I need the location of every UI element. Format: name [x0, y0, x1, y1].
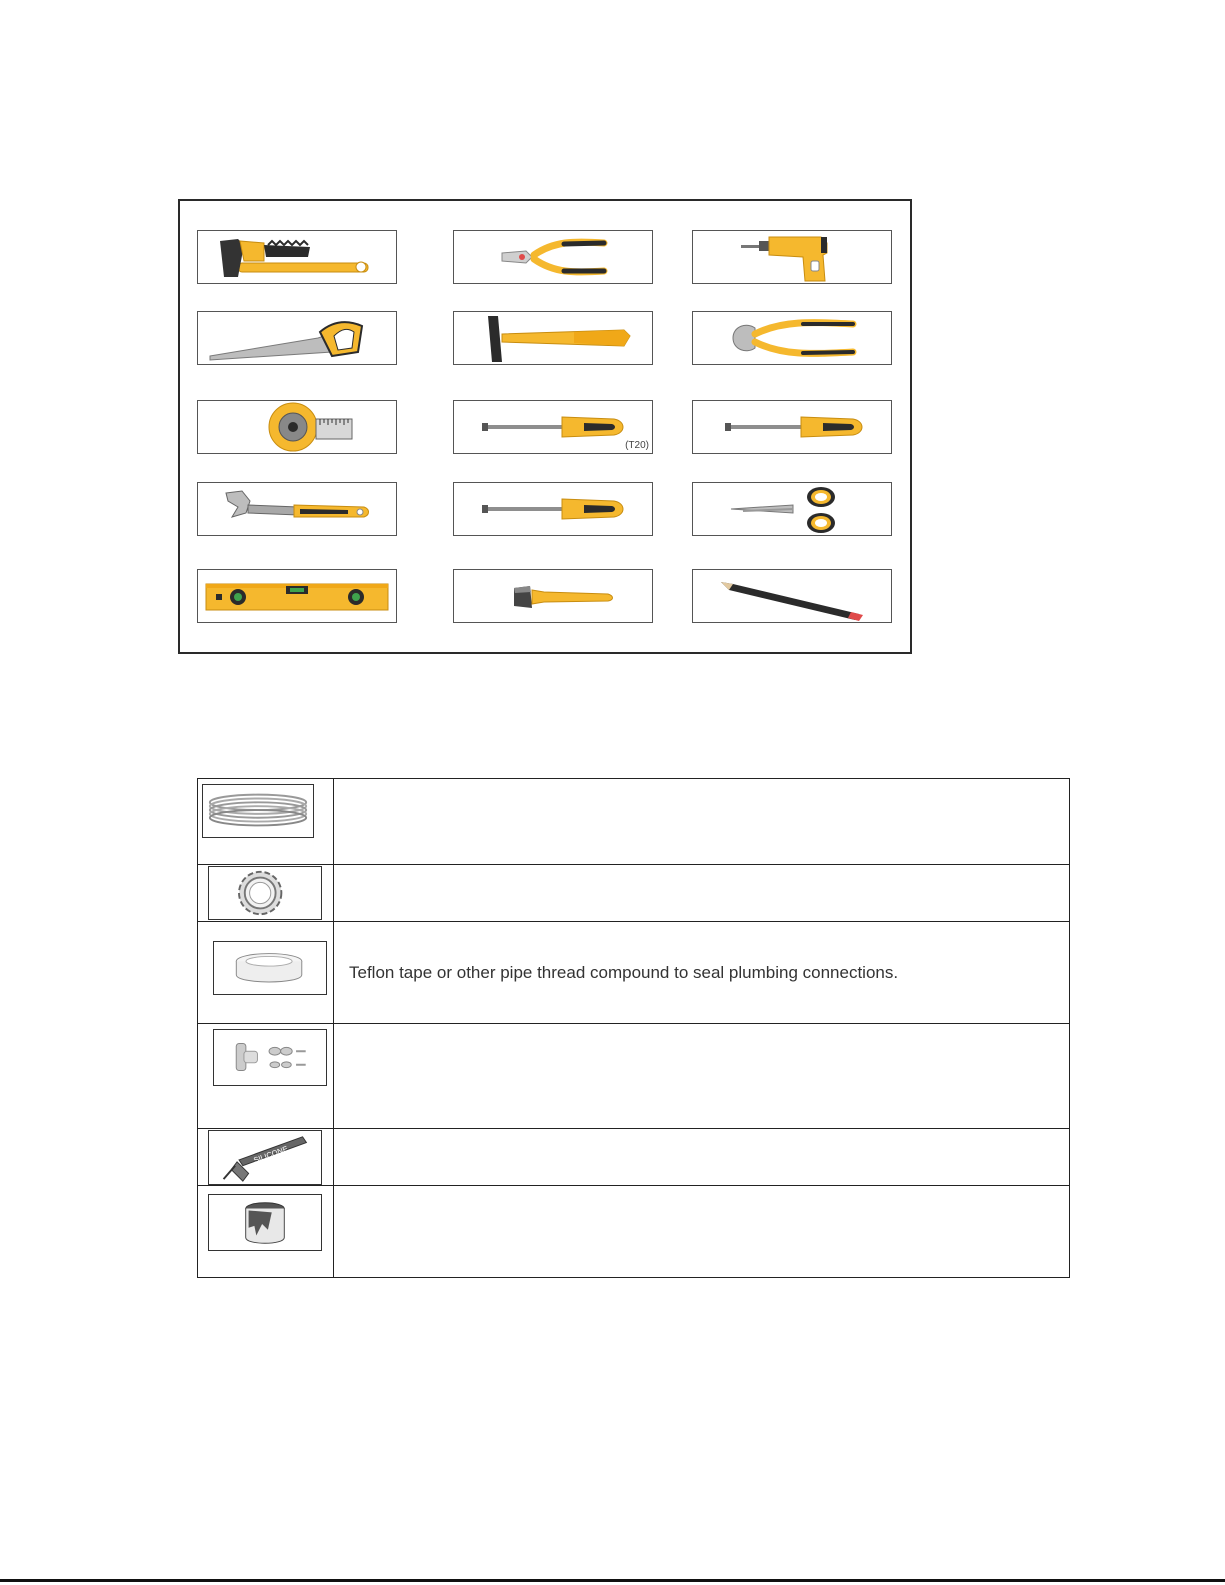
pipe-wrench-icon — [198, 231, 396, 283]
table-row — [198, 922, 1070, 1024]
table-row — [198, 1024, 1070, 1129]
tool-tile-pencil — [692, 569, 892, 623]
tubing-coil-icon — [203, 785, 313, 837]
tape-measure-icon — [198, 401, 396, 453]
silicone-label: SILICONE — [252, 1144, 290, 1165]
end-cutter-pliers-icon — [693, 312, 891, 364]
spirit-level-icon — [198, 570, 396, 622]
tool-tile-flat-screwdriver — [692, 400, 892, 454]
material-image-cell — [198, 865, 334, 922]
material-thumb — [213, 941, 327, 995]
tool-tile-hand-saw — [197, 311, 397, 365]
hand-saw-icon — [198, 312, 396, 364]
tool-tile-pipe-wrench — [197, 230, 397, 284]
drill-icon — [693, 231, 891, 283]
paint-can-icon — [209, 1195, 321, 1250]
material-thumb — [208, 1130, 322, 1185]
screwdriver-torx-icon — [454, 401, 652, 453]
tool-tile-scissors — [692, 482, 892, 536]
material-image-cell — [198, 1129, 334, 1186]
material-thumb — [208, 866, 322, 920]
screwdriver-icon — [454, 483, 652, 535]
tool-tile-paint-brush — [453, 569, 653, 623]
table-row — [198, 779, 1070, 865]
bottom-rule — [0, 1579, 1225, 1582]
tool-tile-drill — [692, 230, 892, 284]
hammer-icon — [454, 312, 652, 364]
teflon-tape-icon — [214, 942, 326, 994]
material-image-cell — [198, 922, 334, 1024]
silicone-caulk-gun-icon — [209, 1131, 321, 1184]
ring-nut-icon — [209, 867, 321, 919]
adjustable-wrench-icon — [198, 483, 396, 535]
torx-size-note: (T20) — [625, 440, 649, 451]
material-description: Teflon tape or other pipe thread compound to seal plumbing connections. — [334, 922, 1070, 1024]
tool-tile-hammer — [453, 311, 653, 365]
table-row — [198, 1129, 1070, 1186]
material-description — [334, 1024, 1070, 1129]
material-thumb — [202, 784, 314, 838]
table-row — [198, 865, 1070, 922]
flat-screwdriver-icon — [693, 401, 891, 453]
tool-tile-spirit-level — [197, 569, 397, 623]
pencil-icon — [693, 570, 891, 622]
tool-tile-diagonal-cutter — [453, 230, 653, 284]
material-description — [334, 865, 1070, 922]
tool-tile-screwdriver — [453, 482, 653, 536]
material-thumb — [213, 1029, 327, 1086]
tool-tile-torx-screwdriver — [453, 400, 653, 454]
tools-panel — [178, 199, 912, 654]
material-description — [334, 779, 1070, 865]
tool-tile-adjustable-wrench — [197, 482, 397, 536]
material-image-cell — [198, 1186, 334, 1278]
material-description — [334, 1129, 1070, 1186]
mounting-hardware-icon — [214, 1030, 326, 1085]
tool-tile-tape-measure — [197, 400, 397, 454]
materials-table — [197, 778, 1070, 1278]
material-thumb — [208, 1194, 322, 1251]
material-description — [334, 1186, 1070, 1278]
paint-brush-icon — [454, 570, 652, 622]
diagonal-cutter-icon — [454, 231, 652, 283]
tool-tile-end-cutter — [692, 311, 892, 365]
material-image-cell — [198, 779, 334, 865]
material-image-cell — [198, 1024, 334, 1129]
table-row — [198, 1186, 1070, 1278]
scissors-icon — [693, 483, 891, 535]
